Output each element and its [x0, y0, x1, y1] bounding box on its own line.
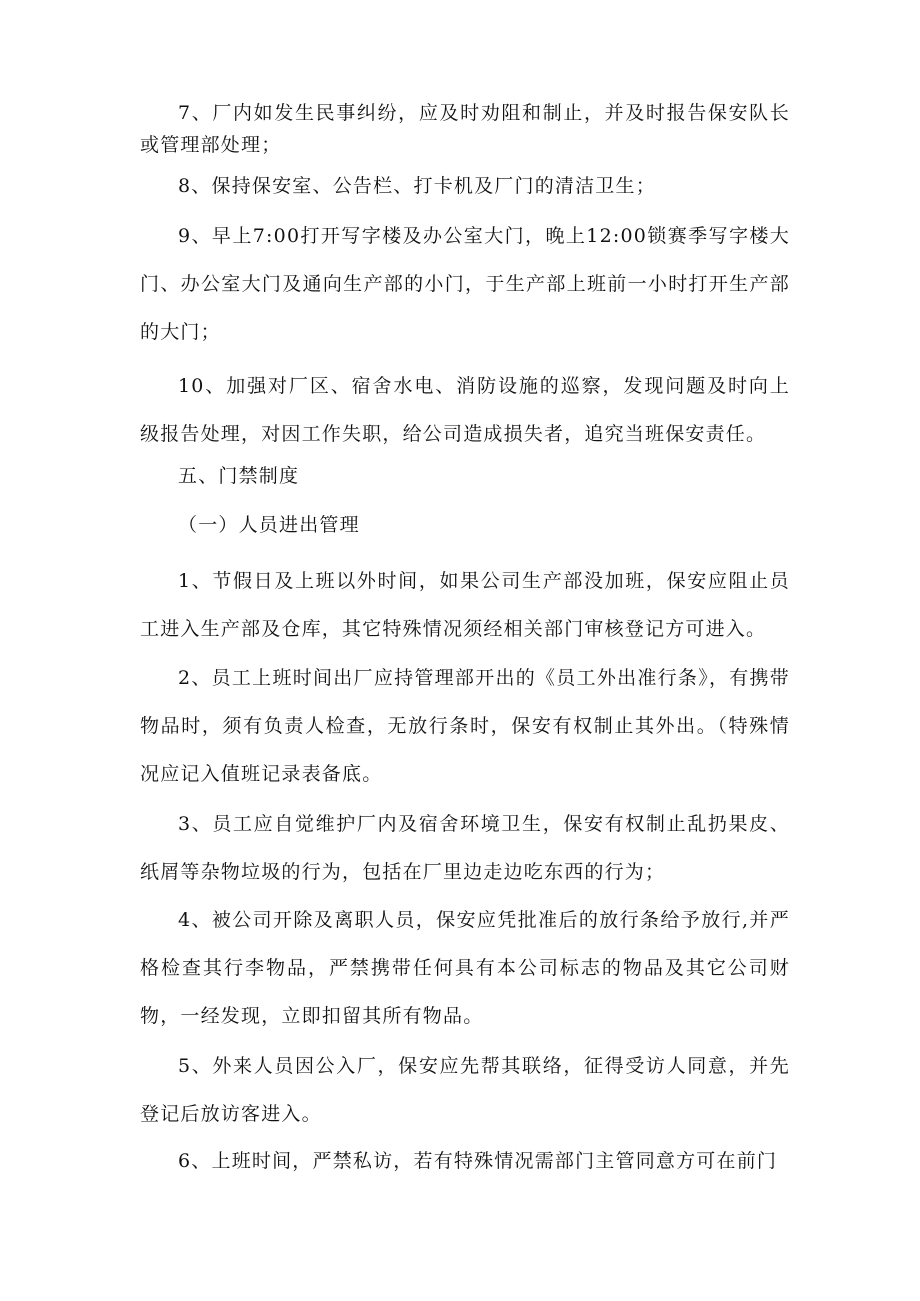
paragraph-7: 7、厂内如发生民事纠纷，应及时劝阻和制止，并及时报告保安队长或管理部处理；: [140, 102, 790, 156]
item-4: 4、被公司开除及离职人员，保安应凭批准后的放行条给予放行,并严格检查其行李物品，严禁携带任何具有本公司标志的物品及其它公司财物，一经发现，立即扣留其所有物品。: [140, 909, 790, 1027]
item-5: 5、外来人员因公入厂，保安应先帮其联络，征得受访人同意，并先登记后放访客进入。: [140, 1055, 790, 1125]
item-2: 2、员工上班时间出厂应持管理部开出的《员工外出准行条》，有携带物品时，须有负责人检查，无放行条时，保安有权制止其外出。（特殊情况应记入值班记录表备底。: [140, 667, 790, 785]
section-title: 五、门禁制度: [178, 465, 300, 487]
section-subtitle: （一）人员进出管理: [178, 514, 360, 536]
item-1: 1、节假日及上班以外时间，如果公司生产部没加班，保安应阻止员工进入生产部及仓库，其它特殊情况须经相关部门审核登记方可进入。: [140, 570, 790, 640]
paragraph-8: 8、保持保安室、公告栏、打卡机及厂门的清洁卫生；: [178, 175, 656, 197]
paragraph-9: 9、早上7:00打开写字楼及办公室大门，晚上12:00锁赛季写字楼大门、办公室大门及通向生产部的小门，于生产部上班前一小时打开生产部的大门；: [140, 225, 790, 343]
item-6: 6、上班时间，严禁私访，若有特殊情况需部门主管同意方可在前门: [178, 1150, 778, 1172]
paragraph-10: 10、加强对厂区、宿舍水电、消防设施的巡察，发现问题及时向上级报告处理，对因工作失职，给公司造成损失者，追究当班保安责任。: [140, 375, 790, 445]
item-3: 3、员工应自觉维护厂内及宿舍环境卫生，保安有权制止乱扔果皮、纸屑等杂物垃圾的行为，包括在厂里边走边吃东西的行为；: [140, 813, 790, 883]
